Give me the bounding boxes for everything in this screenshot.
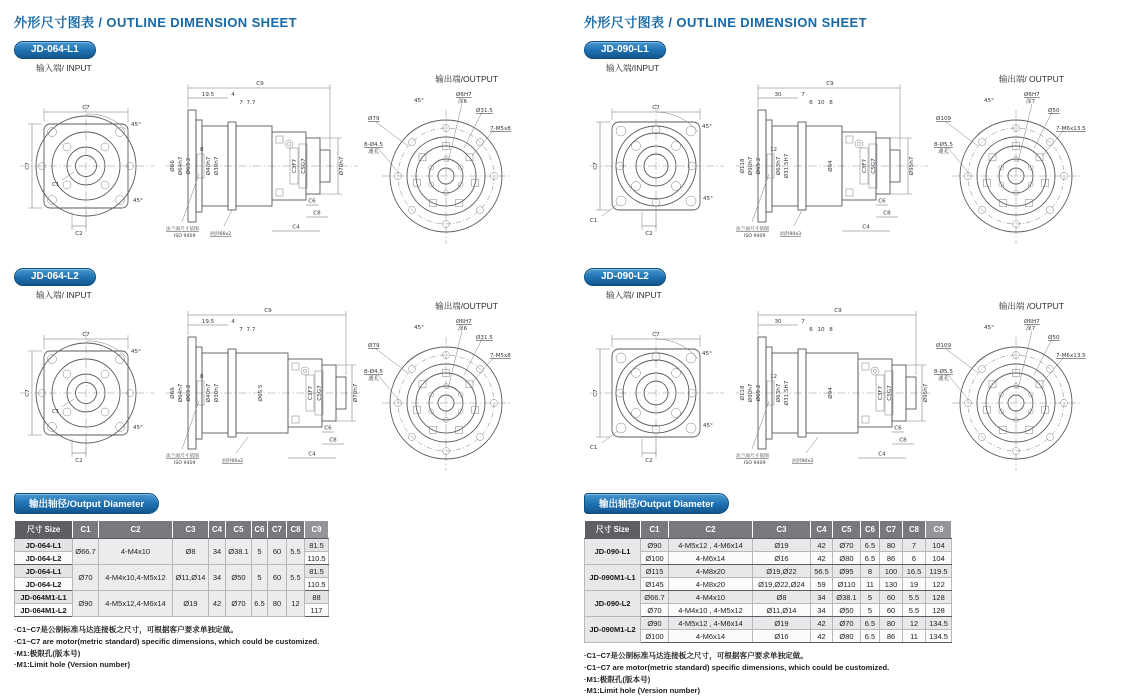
dim-c7-top: C7 (82, 332, 90, 338)
dim-s4: 10 (817, 327, 825, 333)
section-view-geometry (736, 84, 928, 231)
dim-dia5: Ø31.5H7 (784, 153, 790, 179)
oil-seal-note: 油封90x3 (780, 232, 802, 237)
output-label: 输出端/OUTPUT (435, 74, 498, 84)
footnote: ·M1:极限孔(版本号) (14, 648, 81, 658)
dim-c4: C4 (862, 224, 870, 231)
dim-dia4: Ø63h7 (776, 156, 782, 176)
dim-hole-depth: 深7 (1026, 326, 1036, 332)
table-row: JD-064-L1 Ø70 4-M4x10,4-M5x12 Ø11,Ø14 34 Ø50 5 60 5.5 81.5 (15, 565, 329, 578)
dim-c2: C2 (645, 231, 653, 237)
dim-c1: C1 (590, 445, 598, 451)
dim-hole-depth: 深7 (1026, 99, 1036, 105)
flange-note-cn: 法兰面尺寸依图 (736, 454, 769, 459)
input-view (14, 74, 162, 246)
dim-hole-depth: 深6 (458, 99, 468, 105)
dim-dia6: 12 (770, 374, 778, 380)
dim-hole: Ø6H7 (1024, 92, 1040, 98)
dim-tap: 7-M5x8 (490, 126, 511, 132)
section-view (732, 74, 932, 246)
flange-note-cn: 法兰面尺寸依图 (166, 454, 199, 459)
dim-s2: 7 (801, 92, 805, 98)
output-view (362, 303, 530, 487)
dim-s4: 7.7 (246, 327, 256, 333)
dim-tap: 7-M6x13.5 (1056, 353, 1086, 359)
dim-c4: C4 (878, 451, 886, 458)
dim-c8: C8 (329, 437, 337, 444)
dim-s2: 4 (231, 92, 235, 98)
output-diameter-header (584, 493, 1126, 514)
flange-note-iso: ISO 9409 (744, 234, 766, 239)
footnote: ·M1:极限孔(版本号) (584, 674, 651, 684)
model-badge: JD-064-L2 (14, 268, 96, 286)
table-row: JD-090-L2 Ø66.7 4-M4x10 Ø8 34 Ø38.1 5 60 5.5 128 (585, 591, 952, 604)
dim-thru-label: 通孔 (938, 376, 950, 382)
dim-angle2: 45° (133, 198, 143, 204)
dim-c1: C1 (52, 182, 60, 188)
dim-angle1: 45° (131, 122, 141, 128)
table-row: Ø145 4-M8x20 Ø19,Ø22,Ø24 59 Ø110 11 130 19 122 (585, 578, 952, 591)
dim-fit1: C3F7 (292, 158, 298, 174)
table-row: Ø100 4-M6x14 Ø16 42 Ø80 6.5 86 11 134.5 (585, 630, 952, 643)
dim-pcd: Ø50 (1048, 335, 1060, 341)
dim-dia3: Ø63.2 (186, 384, 192, 402)
input-label: 输入端/ INPUT (36, 290, 92, 300)
dim-c4: C4 (308, 451, 316, 458)
dim-outdia: Ø95h7 (909, 156, 915, 176)
dim-s2: 4 (231, 319, 235, 325)
dim-angle2: 45° (703, 423, 713, 429)
dim-c9: C9 (264, 308, 272, 314)
footnote: ·C1~C7 are motor(metric standard) specific dimensions, which could be customized. (14, 636, 320, 646)
output-diameter-badge: 输出轴径/Output Diameter (14, 493, 159, 514)
dim-c7-side: C7 (593, 389, 599, 397)
dim-c6: C6 (324, 425, 332, 432)
table-row: Ø100 4-M6x14 Ø16 42 Ø80 6.5 86 6 104 (585, 552, 952, 565)
dim-dia3: Ø63.2 (186, 157, 192, 175)
output-diameter-table (584, 520, 952, 643)
output-label: 输出端/OUTPUT (435, 301, 498, 311)
footnote: ·C1~C7是公制标准马达连接板之尺寸，可根据客户要求单独定做。 (584, 651, 808, 660)
dim-s4: 10 (817, 100, 825, 106)
table-row: JD-064-L2 110.5 (15, 578, 329, 591)
dim-tap: 7-M5x8 (490, 353, 511, 359)
table-row: JD-064-L1 Ø66.7 4-M4x10 Ø8 34 Ø38.1 5 60 5.5 81.5 (15, 539, 329, 552)
dim-c2: C2 (75, 458, 83, 464)
header-size: 尺寸 Size (585, 521, 641, 539)
dim-s5: 8 (829, 327, 833, 333)
dim-od: Ø109 (936, 343, 952, 349)
section-view (162, 74, 362, 246)
dim-c2: C2 (645, 458, 653, 464)
footnote: ·M1:Limit hole (Version number) (14, 660, 131, 670)
dim-angle: 45° (414, 98, 424, 104)
dim-od: Ø79 (368, 116, 380, 122)
section-jd064-l1 (14, 39, 560, 260)
dim-fit1: C3F7 (862, 158, 868, 174)
table-header-row: 尺寸 Size C1 C2 C3 C4 C5 C6 C7 C8 C9 (15, 521, 329, 539)
flange-note-cn: 法兰面尺寸依图 (166, 227, 199, 232)
dim-c2: C2 (75, 231, 83, 237)
table-header-row: 尺寸 Size C1 C2 C3 C4 C5 C6 C7 C8 C9 (585, 521, 952, 539)
section-jd090-l2 (584, 266, 1126, 487)
input-label: 输入端/ INPUT (36, 63, 92, 73)
dim-dia6: 8 (200, 147, 204, 153)
table-row: JD-090M1-L2 Ø90 4-M5x12 , 4-M6x14 Ø19 42 Ø70 6.5 80 12 134.5 (585, 617, 952, 630)
section-jd090-l1 (584, 39, 1126, 260)
dim-pcd: Ø31.5 (476, 335, 493, 341)
page-title: 外形尺寸图表 / OUTLINE DIMENSION SHEET (584, 15, 867, 30)
page-title: 外形尺寸图表 / OUTLINE DIMENSION SHEET (14, 15, 297, 30)
footnote: ·M1:Limit hole (Version number) (584, 686, 701, 696)
dim-s2: 7 (801, 319, 805, 325)
output-view-geometry (946, 104, 1080, 244)
dim-pcd: Ø50 (1048, 108, 1060, 114)
table-row: JD-090-L1 Ø90 4-M5x12 , 4-M6x14 Ø19 42 Ø70 6.5 80 7 104 (585, 539, 952, 552)
dim-fit2: C5G7 (301, 158, 307, 174)
dim-dia2: Ø90h7 (748, 156, 754, 176)
dim-angle2: 45° (133, 425, 143, 431)
column-jd064 (0, 0, 566, 682)
dim-c6: C6 (308, 198, 316, 205)
dim-s1: 30 (774, 92, 782, 98)
dim-c7-side: C7 (25, 389, 31, 397)
dim-dia6: 12 (770, 147, 778, 153)
dim-fit1: C3F7 (878, 385, 884, 401)
dim-outdia: Ø70h7 (339, 156, 345, 176)
dim-dia1: Ø118 (740, 158, 746, 174)
dim-c4: C4 (292, 224, 300, 231)
dim-mid: Ø94 (828, 160, 834, 172)
table-row: JD-064-L2 110.5 (15, 552, 329, 565)
output-view (932, 303, 1100, 487)
dim-hole: Ø6H7 (456, 319, 472, 325)
dim-angle: 45° (984, 98, 994, 104)
dim-thru-label: 通孔 (368, 149, 380, 155)
section-view-geometry (166, 84, 358, 231)
table-row: JD-064M1-L1 Ø90 4-M5x12,4-M6x14 Ø19 42 Ø70 6.5 80 12 88 (15, 591, 329, 604)
section-view-geometry (166, 311, 360, 458)
input-view (14, 301, 162, 473)
dim-fit2: C5G7 (317, 385, 323, 401)
dim-s3: 7 (239, 100, 243, 106)
dim-c7-top: C7 (652, 105, 660, 111)
dim-thru: 8-Ø5.5 (934, 369, 953, 375)
dim-s4: 7.7 (246, 100, 256, 106)
drawing-row (584, 301, 1126, 487)
dim-tap: 7-M6x13.5 (1056, 126, 1086, 132)
dim-dia4: Ø63h7 (776, 383, 782, 403)
dim-hole: Ø6H7 (456, 92, 472, 98)
column-jd090 (566, 0, 1132, 696)
model-badge: JD-090-L2 (584, 268, 666, 286)
dim-s3: 7 (239, 327, 243, 333)
dim-dia1: Ø66 (170, 160, 176, 172)
oil-seal-note: 油封66x2 (210, 232, 232, 237)
dim-dia4: Ø40h7 (206, 156, 212, 176)
dim-outdia: Ø95h7 (923, 383, 929, 403)
output-diameter-badge: 输出轴径/Output Diameter (584, 493, 729, 514)
dim-angle1: 45° (702, 351, 712, 357)
output-view-geometry (376, 331, 510, 471)
dim-dia5: Ø30h7 (214, 383, 220, 403)
dim-c1: C1 (590, 218, 598, 224)
footnote: ·C1~C7是公制标准马达连接板之尺寸，可根据客户要求单独定做。 (14, 625, 238, 634)
output-label: 输出端/ OUTPUT (998, 74, 1064, 84)
dim-c6: C6 (878, 198, 886, 205)
input-label: 输入端/ INPUT (606, 290, 662, 300)
flange-note-iso: ISO 9409 (744, 461, 766, 466)
oil-seal-note: 油封90x3 (792, 459, 814, 464)
dim-angle: 45° (414, 325, 424, 331)
dim-c7-side: C7 (25, 162, 31, 170)
dim-s1: 30 (774, 319, 782, 325)
dim-c7-top: C7 (82, 105, 90, 111)
flange-note-iso: ISO 9409 (174, 461, 196, 466)
dim-od: Ø79 (368, 343, 380, 349)
dim-mid: Ø65.5 (258, 384, 264, 402)
table-row: Ø70 4-M4x10 , 4-M5x12 Ø11,Ø14 34 Ø50 5 60 5.5 128 (585, 604, 952, 617)
dim-dia3: Ø69.2 (756, 157, 762, 175)
dim-c9: C9 (834, 308, 842, 314)
dim-thru-label: 通孔 (938, 149, 950, 155)
dim-c7-side: C7 (593, 162, 599, 170)
dim-dia5: Ø30h7 (214, 156, 220, 176)
dim-s3: 6 (809, 327, 813, 333)
model-badge: JD-090-L1 (584, 41, 666, 59)
dim-s5: 8 (829, 100, 833, 106)
dim-thru: 8-Ø5.5 (934, 142, 953, 148)
dim-fit1: C3F7 (308, 385, 314, 401)
dim-c9: C9 (256, 81, 264, 87)
dim-c7-top: C7 (652, 332, 660, 338)
dim-od: Ø109 (936, 116, 952, 122)
dim-hole: Ø6H7 (1024, 319, 1040, 325)
output-label: 输出端 /OUTPUT (998, 301, 1064, 311)
dim-dia2: Ø90h7 (748, 383, 754, 403)
output-diameter-table (14, 520, 329, 617)
output-view-geometry (946, 331, 1080, 471)
oil-seal-note: 油封66x2 (222, 459, 244, 464)
dim-mid: Ø94 (828, 387, 834, 399)
dim-dia2: Ø64h7 (178, 383, 184, 403)
section-view-geometry (736, 311, 930, 458)
output-view (932, 76, 1100, 260)
dim-c8: C8 (313, 210, 321, 217)
footnote: ·C1~C7 are motor(metric standard) specific dimensions, which could be customized. (584, 662, 890, 672)
dim-dia3: Ø69.2 (756, 384, 762, 402)
input-view (584, 301, 732, 473)
dim-dia1: Ø66 (170, 387, 176, 399)
header-size: 尺寸 Size (15, 521, 73, 539)
output-view-geometry (376, 104, 510, 244)
drawing-row (584, 74, 1126, 260)
dim-thru: 8-Ø4.5 (364, 142, 383, 148)
dim-thru-label: 通孔 (368, 376, 380, 382)
dim-c8: C8 (883, 210, 891, 217)
section-jd064-l2 (14, 266, 560, 487)
dim-s3: 6 (809, 100, 813, 106)
output-diameter-header (14, 493, 560, 514)
dim-angle1: 45° (131, 349, 141, 355)
input-label: 输入端/INPUT (606, 63, 660, 73)
flange-note-iso: ISO 9409 (174, 234, 196, 239)
dim-angle1: 45° (702, 124, 712, 130)
dim-c8: C8 (899, 437, 907, 444)
dim-pcd: Ø31.5 (476, 108, 493, 114)
dim-hole-depth: 深6 (458, 326, 468, 332)
section-view (162, 301, 362, 473)
dim-angle: 45° (984, 325, 994, 331)
dim-thru: 8-Ø4.5 (364, 369, 383, 375)
dim-s1: 19.5 (201, 92, 215, 98)
dim-dia2: Ø64h7 (178, 156, 184, 176)
dim-dia5: Ø31.5H7 (784, 380, 790, 406)
table-row: JD-064M1-L2 117 (15, 604, 329, 617)
dim-fit2: C5G7 (871, 158, 877, 174)
table-row: JD-090M1-L1 Ø115 4-M8x20 Ø19,Ø22 56.5 Ø95 8 100 16.5 119.5 (585, 565, 952, 578)
dim-dia6: 8 (200, 374, 204, 380)
dim-outdia: Ø70h7 (353, 383, 359, 403)
drawing-row (14, 301, 560, 487)
dim-dia4: Ø40h7 (206, 383, 212, 403)
drawing-row (14, 74, 560, 260)
dim-fit2: C5G7 (887, 385, 893, 401)
output-view (362, 76, 530, 260)
dim-c6: C6 (894, 425, 902, 432)
flange-note-cn: 法兰面尺寸依图 (736, 227, 769, 232)
footnotes (584, 650, 1126, 697)
dim-s1: 19.5 (201, 319, 215, 325)
input-view (584, 74, 732, 246)
footnotes (14, 624, 560, 671)
dim-angle2: 45° (703, 196, 713, 202)
dim-c9: C9 (826, 81, 834, 87)
section-view (732, 301, 932, 473)
model-badge: JD-064-L1 (14, 41, 96, 59)
dim-dia1: Ø118 (740, 385, 746, 401)
dim-c1: C1 (52, 409, 60, 415)
